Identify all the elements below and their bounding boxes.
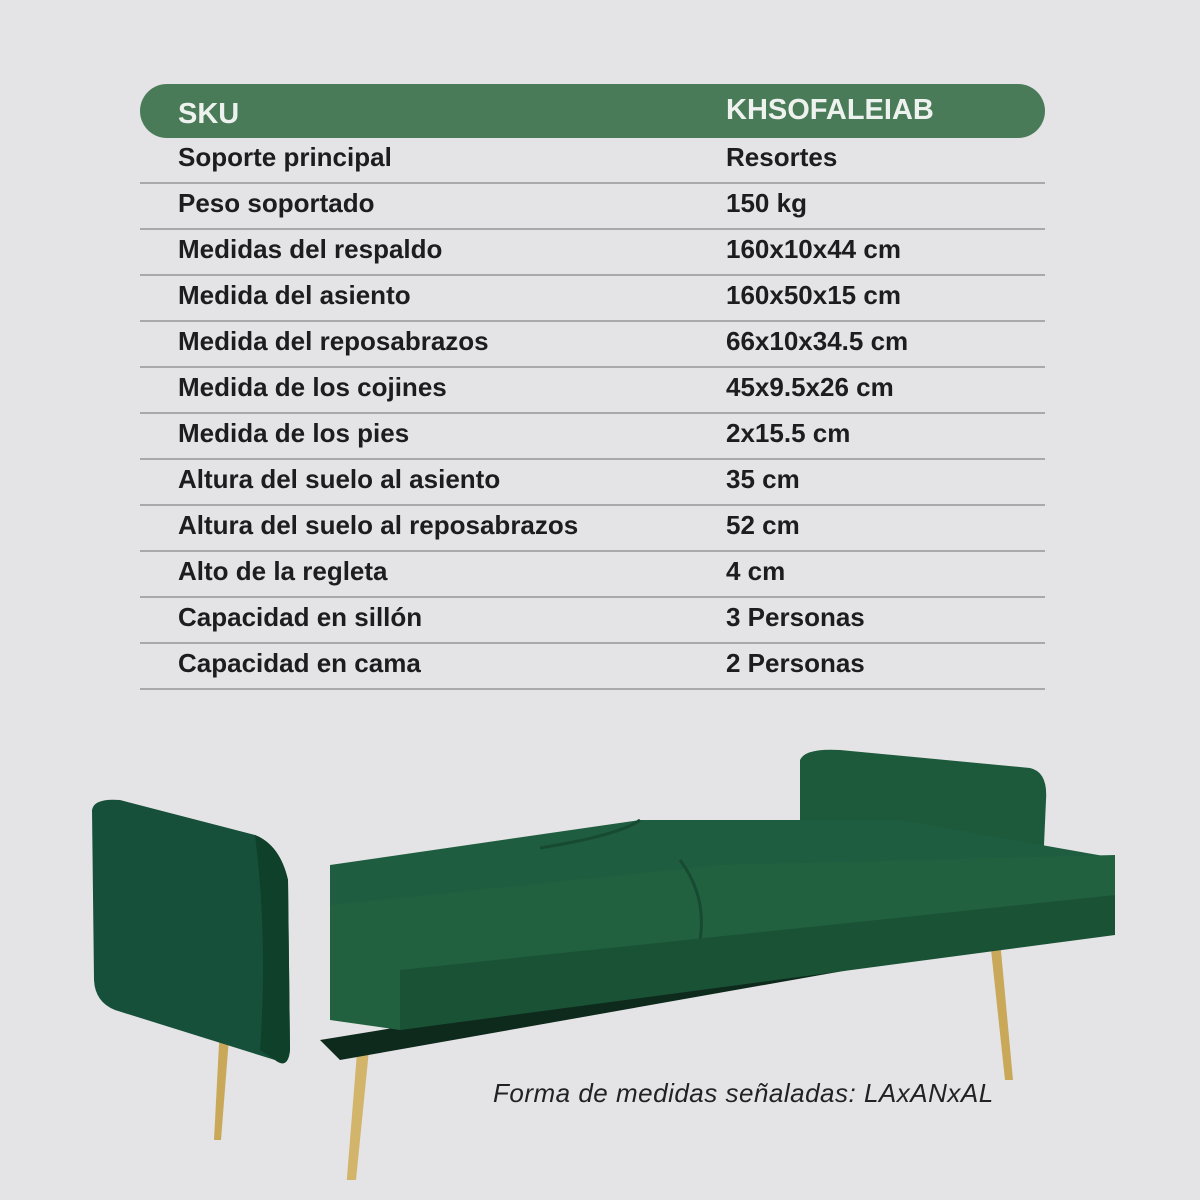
spec-value: 35 cm xyxy=(726,464,800,494)
spec-row xyxy=(140,644,1045,690)
spec-key: Medidas del respaldo xyxy=(178,234,443,264)
leg xyxy=(346,1040,370,1180)
spec-key: Medida del reposabrazos xyxy=(178,326,489,356)
sku-value: KHSOFALEIAB xyxy=(726,94,934,126)
measurement-format-note: Forma de medidas señaladas: LAxANxAL xyxy=(493,1078,994,1108)
spec-value: Resortes xyxy=(726,142,838,172)
spec-value: 160x10x44 cm xyxy=(726,234,901,264)
spec-value: 150 kg xyxy=(726,188,807,218)
spec-value: 160x50x15 cm xyxy=(726,280,901,310)
spec-value: 3 Personas xyxy=(726,602,865,632)
spec-row xyxy=(140,598,1045,644)
spec-row xyxy=(140,322,1045,368)
spec-key: Capacidad en sillón xyxy=(178,602,423,632)
spec-value: 52 cm xyxy=(726,510,800,540)
spec-key: Soporte principal xyxy=(178,142,392,172)
sku-label: SKU xyxy=(178,98,240,130)
leg xyxy=(990,940,1013,1080)
sofa-bed-image xyxy=(80,740,1140,1180)
sku-header-row xyxy=(140,84,1045,138)
spec-key: Medida del asiento xyxy=(178,280,411,310)
spec-key: Altura del suelo al asiento xyxy=(178,464,501,494)
spec-value: 2x15.5 cm xyxy=(726,418,851,448)
spec-key: Alto de la regleta xyxy=(178,556,388,586)
spec-row xyxy=(140,368,1045,414)
spec-key: Medida de los cojines xyxy=(178,372,447,402)
spec-key: Medida de los pies xyxy=(178,418,410,448)
spec-row xyxy=(140,414,1045,460)
spec-value: 2 Personas xyxy=(726,648,865,678)
spec-key: Altura del suelo al reposabrazos xyxy=(178,510,579,540)
spec-value: 4 cm xyxy=(726,556,786,586)
spec-row xyxy=(140,230,1045,276)
spec-table xyxy=(140,84,1045,690)
spec-key: Peso soportado xyxy=(178,188,375,218)
spec-row xyxy=(140,552,1045,598)
spec-value: 45x9.5x26 cm xyxy=(726,372,894,402)
spec-value: 66x10x34.5 cm xyxy=(726,326,909,356)
spec-row xyxy=(140,506,1045,552)
spec-row xyxy=(140,138,1045,184)
spec-row xyxy=(140,184,1045,230)
spec-row xyxy=(140,460,1045,506)
spec-key: Capacidad en cama xyxy=(178,648,421,678)
spec-row xyxy=(140,276,1045,322)
